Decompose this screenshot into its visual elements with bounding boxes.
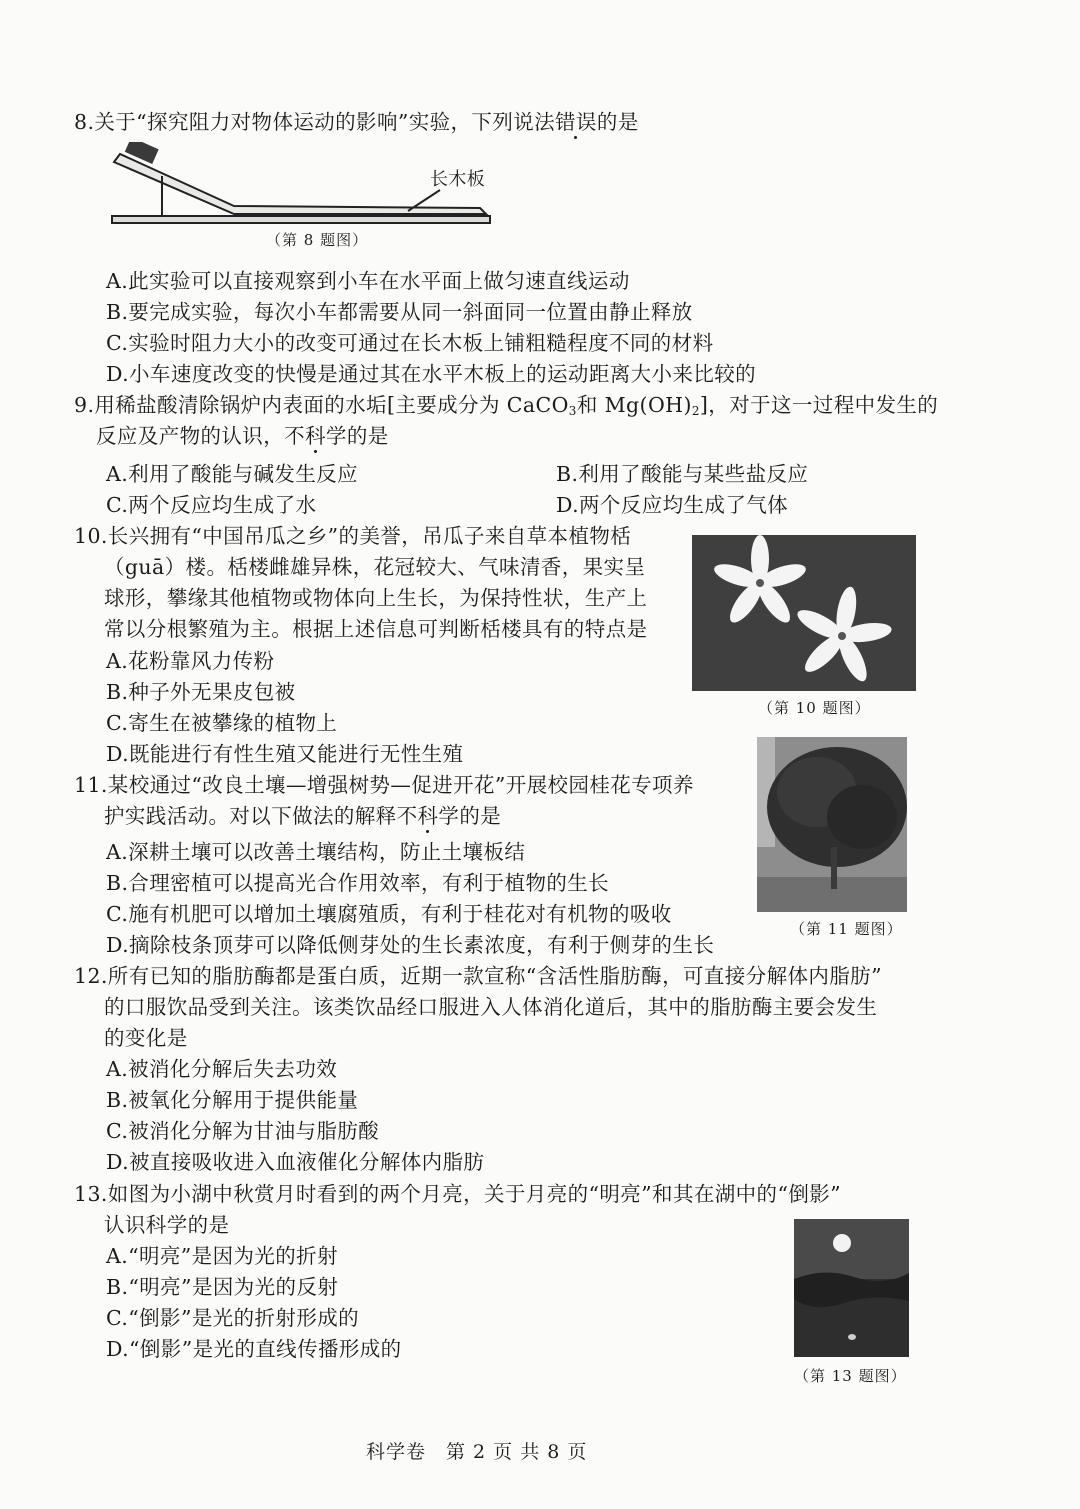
q9-subscript-3: 3 xyxy=(568,404,577,418)
q12-stem-line1: 12.所有已知的脂肪酶都是蛋白质，近期一款宣称“含活性脂肪酶，可直接分解体内脂肪” xyxy=(74,964,882,988)
q9-emphasis: 不科学 xyxy=(284,424,347,448)
q11-option-b: B.合理密植可以提高光合作用效率，有利于植物的生长 xyxy=(106,871,610,895)
q13-option-d: D.“倒影”是光的直线传播形成的 xyxy=(106,1337,402,1361)
q9-text-d: 反应及产物的认识， xyxy=(96,424,285,448)
q10-caption: （第 10 题图） xyxy=(758,699,871,717)
q13-stem-line1: 13.如图为小湖中秋赏月时看到的两个月亮，关于月亮的“明亮”和其在湖中的“倒影” xyxy=(74,1182,842,1206)
q13-option-b: B.“明亮”是因为光的反射 xyxy=(106,1275,339,1299)
q9-text-c: ]，对于这一过程中发生的 xyxy=(699,393,939,417)
q13-option-a: A.“明亮”是因为光的折射 xyxy=(106,1244,338,1268)
q8-stem-text: 8.关于“探究阻力对物体运动的影响”实验，下列说法 xyxy=(74,110,556,134)
q9-text-b: 和 Mg(OH) xyxy=(576,393,692,417)
q12-stem-line3: 的变化是 xyxy=(104,1026,188,1050)
q10-option-b: B.种子外无果皮包被 xyxy=(106,680,296,704)
q13-stem-line2: 认识科学的是 xyxy=(104,1213,230,1237)
q8-caption: （第 8 题图） xyxy=(266,231,369,249)
q11-stem-line1: 11.某校通过“改良土壤—增强树势—促进开花”开展校园桂花专项养 xyxy=(74,773,694,797)
moon-reflection xyxy=(848,1334,856,1340)
q13-option-c: C.“倒影”是光的折射形成的 xyxy=(106,1306,360,1330)
q10-stem-line2: （guā）楼。栝楼雌雄异株，花冠较大、气味清香，果实呈 xyxy=(104,555,646,579)
q11-text-a: 护实践活动。对以下做法的解释 xyxy=(104,804,397,828)
q8-stem-end: 的是 xyxy=(596,110,639,134)
q8-option-a: A.此实验可以直接观察到小车在水平面上做匀速直线运动 xyxy=(106,269,630,293)
q8-option-c: C.实验时阻力大小的改变可通过在长木板上铺粗糙程度不同的材料 xyxy=(106,331,714,355)
q11-caption: （第 11 题图） xyxy=(790,920,903,938)
q9-text-e: 的是 xyxy=(346,424,389,448)
long-board xyxy=(112,216,490,223)
q10-stem-line4: 常以分根繁殖为主。根据上述信息可判断栝楼具有的特点是 xyxy=(104,617,648,641)
q10-option-a: A.花粉靠风力传粉 xyxy=(106,649,275,673)
q10-flower-image xyxy=(692,535,916,691)
q8-stem xyxy=(74,108,639,136)
q11-stem-line2 xyxy=(104,802,501,830)
q9-option-b: B.利用了酸能与某些盐反应 xyxy=(556,462,809,486)
q9-option-c: C.两个反应均生成了水 xyxy=(106,493,317,517)
q12-option-a: A.被消化分解后失去功效 xyxy=(106,1057,338,1081)
q9-option-a: A.利用了酸能与碱发生反应 xyxy=(106,462,359,486)
q13-moon-image xyxy=(794,1219,909,1357)
q11-option-d: D.摘除枝条顶芽可以降低侧芽处的生长素浓度，有利于侧芽的生长 xyxy=(106,933,715,957)
q11-option-a: A.深耕土壤可以改善土壤结构，防止土壤板结 xyxy=(106,840,526,864)
q9-stem-line1 xyxy=(74,391,938,419)
q8-emphasis: 错误 xyxy=(555,110,597,134)
q9-option-d: D.两个反应均生成了气体 xyxy=(556,493,789,517)
q9-subscript-2: 2 xyxy=(691,404,700,418)
q8-option-d: D.小车速度改变的快慢是通过其在水平木板上的运动距离大小来比较的 xyxy=(106,362,757,386)
q12-option-d: D.被直接吸收进入血液催化分解体内脂肪 xyxy=(106,1150,485,1174)
q12-option-c: C.被消化分解为甘油与脂肪酸 xyxy=(106,1119,380,1143)
q10-option-c: C.寄生在被攀缘的植物上 xyxy=(106,711,338,735)
moon xyxy=(833,1234,851,1252)
q11-text-b: 的是 xyxy=(459,804,502,828)
q13-caption: （第 13 题图） xyxy=(794,1367,907,1385)
q11-emphasis: 不科学 xyxy=(396,804,460,828)
q9-text-a: 9.用稀盐酸清除锅炉内表面的水垢[主要成分为 CaCO xyxy=(74,393,569,417)
q10-option-d: D.既能进行有性生殖又能进行无性生殖 xyxy=(106,742,464,766)
q8-option-b: B.要完成实验，每次小车都需要从同一斜面同一位置由静止释放 xyxy=(106,300,693,324)
q12-stem-line2: 的口服饮品受到关注。该类饮品经口服进入人体消化道后，其中的脂肪酶主要会发生 xyxy=(104,995,878,1019)
q12-option-b: B.被氧化分解用于提供能量 xyxy=(106,1088,359,1112)
q10-stem-line3: 球形，攀缘其他植物或物体向上生长，为保持性状，生产上 xyxy=(104,586,648,610)
q10-stem-line1: 10.长兴拥有“中国吊瓜之乡”的美誉，吊瓜子来自草本植物栝 xyxy=(74,524,632,548)
q11-tree-image xyxy=(757,737,907,912)
page-footer: 科学卷 第 2 页 共 8 页 xyxy=(366,1441,588,1463)
long-board-label: 长木板 xyxy=(430,169,486,190)
q11-option-c: C.施有机肥可以增加土壤腐殖质，有利于桂花对有机物的吸收 xyxy=(106,902,672,926)
q9-stem-line2 xyxy=(96,422,389,450)
